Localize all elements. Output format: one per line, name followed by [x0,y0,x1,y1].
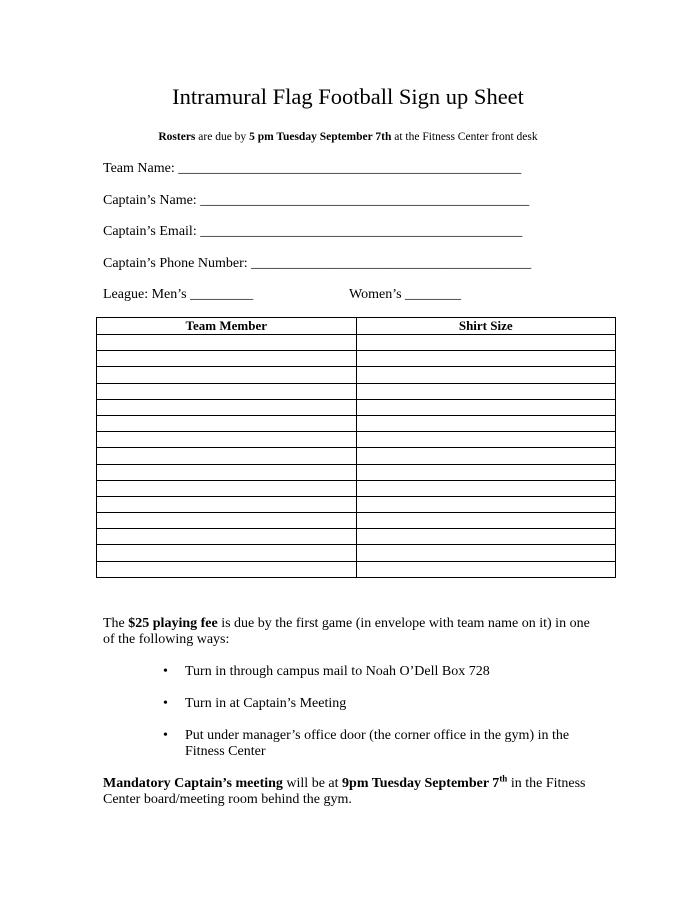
page-title: Intramural Flag Football Sign up Sheet [172,84,524,109]
table-row [97,480,616,496]
table-row [97,545,616,561]
meeting-date-text: 9pm Tuesday September 7 [342,776,500,791]
team-member-cell[interactable] [97,367,357,383]
shirt-size-cell[interactable] [356,480,616,496]
shirt-size-cell[interactable] [356,529,616,545]
team-member-cell[interactable] [97,464,357,480]
shirt-size-cell[interactable] [356,561,616,577]
deadline-text-1: are due by [195,131,250,143]
team-member-cell[interactable] [97,351,357,367]
fee-amount: $25 playing fee [128,616,218,631]
shirt-size-cell[interactable] [356,367,616,383]
table-row [97,399,616,415]
team-member-cell[interactable] [97,480,357,496]
roster-deadline-note [0,131,696,143]
table-row [97,496,616,512]
payment-option-2: Turn in at Captain’s Meeting [185,696,347,711]
table-row [97,561,616,577]
meeting-label: Mandatory Captain’s meeting [103,776,283,791]
team-member-header: Team Member [97,318,357,335]
team-member-cell[interactable] [97,513,357,529]
shirt-size-cell[interactable] [356,351,616,367]
table-row [97,464,616,480]
captain-phone-field[interactable]: Captain’s Phone Number: ________________________________________ [103,256,532,271]
bullet-symbol: • [163,664,168,679]
meeting-text-2: in the Fitness Center board/meeting room behind the gym. [103,776,586,807]
deadline-date: 5 pm Tuesday September 7th [249,131,392,143]
captain-name-field[interactable]: Captain’s Name: _______________________________________________ [103,193,530,208]
captain-email-field[interactable]: Captain’s Email: ______________________________________________ [103,224,523,239]
team-member-cell[interactable] [97,529,357,545]
team-member-cell[interactable] [97,335,357,351]
team-name-field[interactable]: Team Name: _________________________________________________ [103,161,522,176]
table-row [97,351,616,367]
shirt-size-cell[interactable] [356,496,616,512]
meeting-paragraph [103,773,603,808]
shirt-size-cell[interactable] [356,545,616,561]
fee-text-2: is due by the first game (in envelope with team name on it) in one of the following ways: [103,616,590,647]
shirt-size-cell[interactable] [356,335,616,351]
table-row [97,367,616,383]
table-row [97,448,616,464]
shirt-size-cell[interactable] [356,448,616,464]
team-member-cell[interactable] [97,545,357,561]
shirt-size-header: Shirt Size [356,318,616,335]
team-member-cell[interactable] [97,432,357,448]
rosters-label: Rosters [158,131,196,143]
shirt-size-cell[interactable] [356,399,616,415]
league-mens-field[interactable]: League: Men’s _________ [103,287,254,302]
table-row [97,415,616,431]
roster-body [97,335,616,578]
table-row [97,529,616,545]
payment-option-1: Turn in through campus mail to Noah O’Dell Box 728 [185,664,490,679]
fee-text-1: The [103,616,129,631]
team-member-cell[interactable] [97,383,357,399]
roster-table [96,317,616,578]
meeting-date-suffix: th [499,773,508,784]
bullet-symbol: • [163,696,168,711]
league-womens-field[interactable]: Women’s ________ [349,287,462,302]
shirt-size-cell[interactable] [356,513,616,529]
shirt-size-cell[interactable] [356,415,616,431]
bullet-symbol: • [163,728,168,743]
team-member-cell[interactable] [97,561,357,577]
team-member-cell[interactable] [97,448,357,464]
fee-paragraph [103,616,603,648]
payment-option-3: Put under manager’s office door (the corner office in the gym) in the Fitness Center [185,728,570,759]
shirt-size-cell[interactable] [356,432,616,448]
meeting-text-1: will be at [282,776,343,791]
table-row [97,513,616,529]
deadline-text-2: at the Fitness Center front desk [391,131,538,143]
table-row [97,432,616,448]
roster-header-row [97,318,616,335]
team-member-cell[interactable] [97,415,357,431]
team-member-cell[interactable] [97,399,357,415]
table-row [97,383,616,399]
shirt-size-cell[interactable] [356,464,616,480]
shirt-size-cell[interactable] [356,383,616,399]
team-member-cell[interactable] [97,496,357,512]
table-row [97,335,616,351]
meeting-date [342,773,508,791]
